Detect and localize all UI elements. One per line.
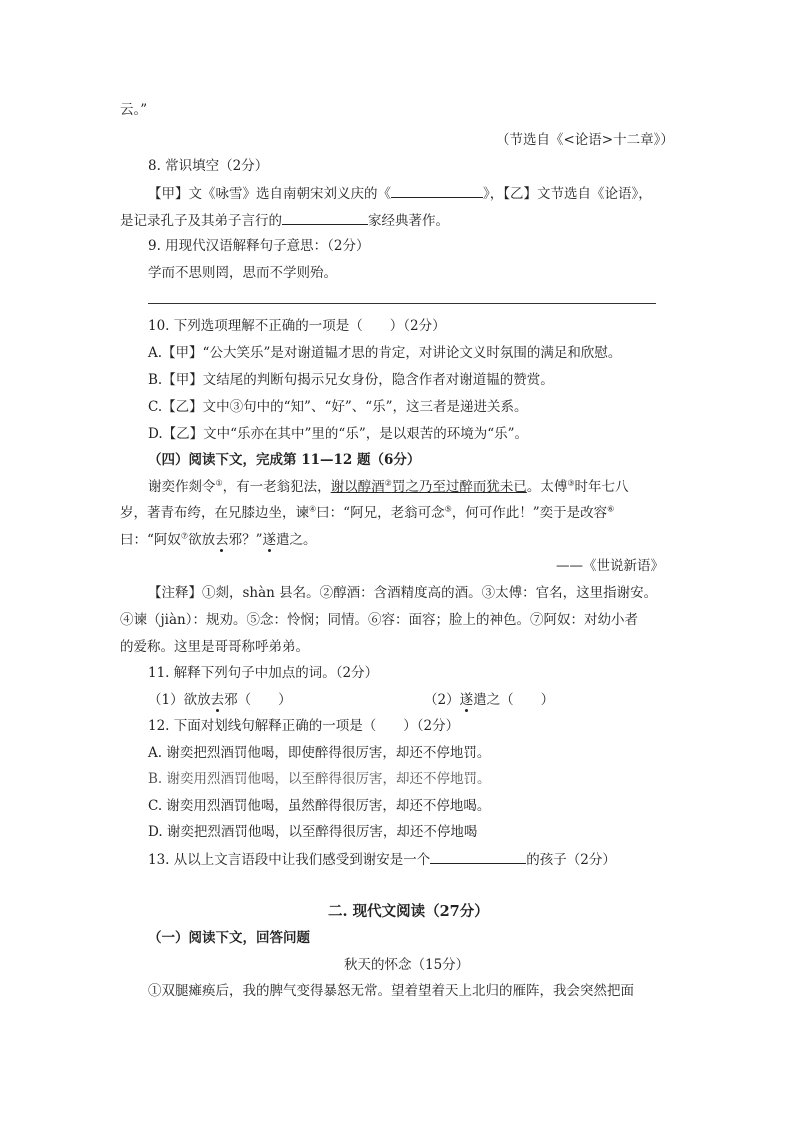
- question-12-title: 12. 下面对划线句解释正确的一项是（ ）（2分）: [148, 718, 460, 734]
- q8-text-c: 是记录孔子及其弟子言行的: [120, 213, 282, 229]
- question-8-line2: [120, 210, 449, 231]
- notes-line-2: ④谏（jiàn）：规劝。⑤念：怜悯；同情。⑥容：面容；脸上的神色。⑦阿奴：对幼小者: [120, 612, 638, 628]
- q11-item-1: [148, 690, 292, 710]
- story-text: 岁，著青布绔，在兄膝边坐，谏: [120, 505, 309, 521]
- section-4-heading: （四）阅读下文，完成第 11—12 题（6分）: [148, 452, 421, 468]
- note-ref: ②: [384, 478, 392, 488]
- q13-blank[interactable]: [430, 849, 526, 864]
- note-ref: ④: [309, 504, 317, 514]
- story-text: 曰：“阿奴: [120, 532, 181, 548]
- story-text: ，有一老翁犯法，: [222, 479, 331, 495]
- essay-title: 秋天的怀念（15分）: [344, 957, 470, 973]
- story-text: ，何可作此！”奕于是改容: [451, 505, 608, 521]
- story-line-3: [120, 530, 316, 550]
- note-ref: ⑦: [180, 531, 189, 541]
- q8-text-d: 家经典著作。: [368, 213, 449, 229]
- q12-option-c: C. 谢奕用烈酒罚他喝，虽然醉得很厉害，却还不停地喝。: [148, 798, 491, 814]
- story-line-2: [120, 503, 614, 523]
- notes-line-3: 的爱称。这里是哥哥称呼弟弟。: [120, 639, 309, 655]
- notes-line-1: 【注释】①剡，shàn 县名。②醇酒：含酒精度高的酒。③太傅：官名，这里指谢安。: [148, 585, 658, 601]
- underlined-sentence: [331, 479, 527, 495]
- text-line: 云。”: [120, 102, 148, 118]
- story-text: 谢奕作剡令: [148, 479, 216, 495]
- story-source: ——《世说新语》: [556, 558, 664, 574]
- q10-option-c: C.【乙】文中③句中的“知”、“好”、“乐”，这三者是递进关系。: [148, 399, 528, 415]
- story-text: 。太傅: [526, 479, 568, 495]
- q11-text: 遣之（ ）: [473, 692, 555, 708]
- story-text: 罚之乃至过醉而犹未已: [391, 479, 527, 495]
- dotted-word: 去: [210, 692, 225, 708]
- answer-line[interactable]: [148, 303, 656, 304]
- story-text: 遣之。: [275, 532, 317, 548]
- q11-text: （1）欲放: [148, 692, 211, 708]
- q10-option-a: A.【甲】“公大笑乐”是对谢道韫才思的肯定，对讲论文义时氛围的满足和欣慰。: [148, 345, 622, 361]
- note-ref: ①: [215, 478, 223, 488]
- section-1-heading: （一）阅读下文，回答问题: [148, 930, 310, 946]
- question-11-title: 11. 解释下列句子中加点的词。（2分）: [148, 665, 379, 681]
- q8-blank-2[interactable]: [282, 210, 368, 225]
- note-ref: ③: [567, 478, 575, 488]
- dotted-word: 去: [215, 532, 229, 548]
- story-text: 邪？”: [228, 532, 263, 548]
- q8-text-a: 【甲】文《咏雪》选自南朝宋刘义庆的《: [148, 186, 391, 202]
- q10-option-d: D.【乙】文中“乐亦在其中”里的“乐”，是以艰苦的环境为“乐”。: [148, 426, 529, 442]
- question-9-title: 9. 用现代汉语解释句子意思：（2分）: [148, 238, 370, 254]
- q12-option-d: D. 谢奕把烈酒罚他喝，以至醉得很厉害，却还不停地喝: [148, 824, 478, 840]
- q11-item-2: [424, 690, 554, 710]
- q8-blank-1[interactable]: [391, 183, 483, 198]
- source-citation: （节选自《<论语>十二章》）: [496, 132, 674, 148]
- story-text: 欲放: [188, 532, 216, 548]
- q11-text: （2）: [424, 692, 460, 708]
- q11-text: 邪（ ）: [224, 692, 292, 708]
- note-ref: ⑥: [607, 504, 615, 514]
- question-8-title: 8. 常识填空（2分）: [148, 158, 269, 174]
- question-13: [148, 849, 616, 870]
- note-ref: ⑤: [444, 504, 452, 514]
- part-2-heading: 二. 现代文阅读（27分）: [328, 903, 489, 920]
- dotted-word: 遂: [262, 532, 276, 548]
- q12-option-b: B. 谢奕用烈酒罚他喝，以至醉得很厉害，却还不停地罚。: [148, 771, 491, 787]
- question-8-line1: [148, 183, 652, 204]
- story-text: 时年七八: [574, 479, 629, 495]
- question-9-sentence: 学而不思则罔，思而不学则殆。: [148, 265, 337, 281]
- story-line-1: [148, 477, 629, 497]
- q13-text: 13. 从以上文言语段中让我们感受到谢安是一个: [148, 852, 431, 868]
- q12-option-a: A. 谢奕把烈酒罚他喝，即使醉得很厉害，却还不停地罚。: [148, 745, 491, 761]
- q13-text: 的孩子（2分）: [526, 852, 616, 868]
- q10-option-b: B.【甲】文结尾的判断句揭示兄女身份，隐含作者对谢道韫的赞赏。: [148, 372, 554, 388]
- dotted-word: 遂: [459, 692, 474, 708]
- q8-text-b: 》，【乙】文节选自《论语》，: [483, 186, 652, 202]
- story-text: 曰：“阿兄，老翁可念: [316, 505, 445, 521]
- story-text: 谢以醇酒: [330, 479, 385, 495]
- essay-paragraph-1: ①双腿瘫痪后，我的脾气变得暴怒无常。望着望着天上北归的雁阵，我会突然把面: [148, 983, 634, 999]
- question-10-title: 10. 下列选项理解不正确的一项是（ ）（2分）: [148, 318, 446, 334]
